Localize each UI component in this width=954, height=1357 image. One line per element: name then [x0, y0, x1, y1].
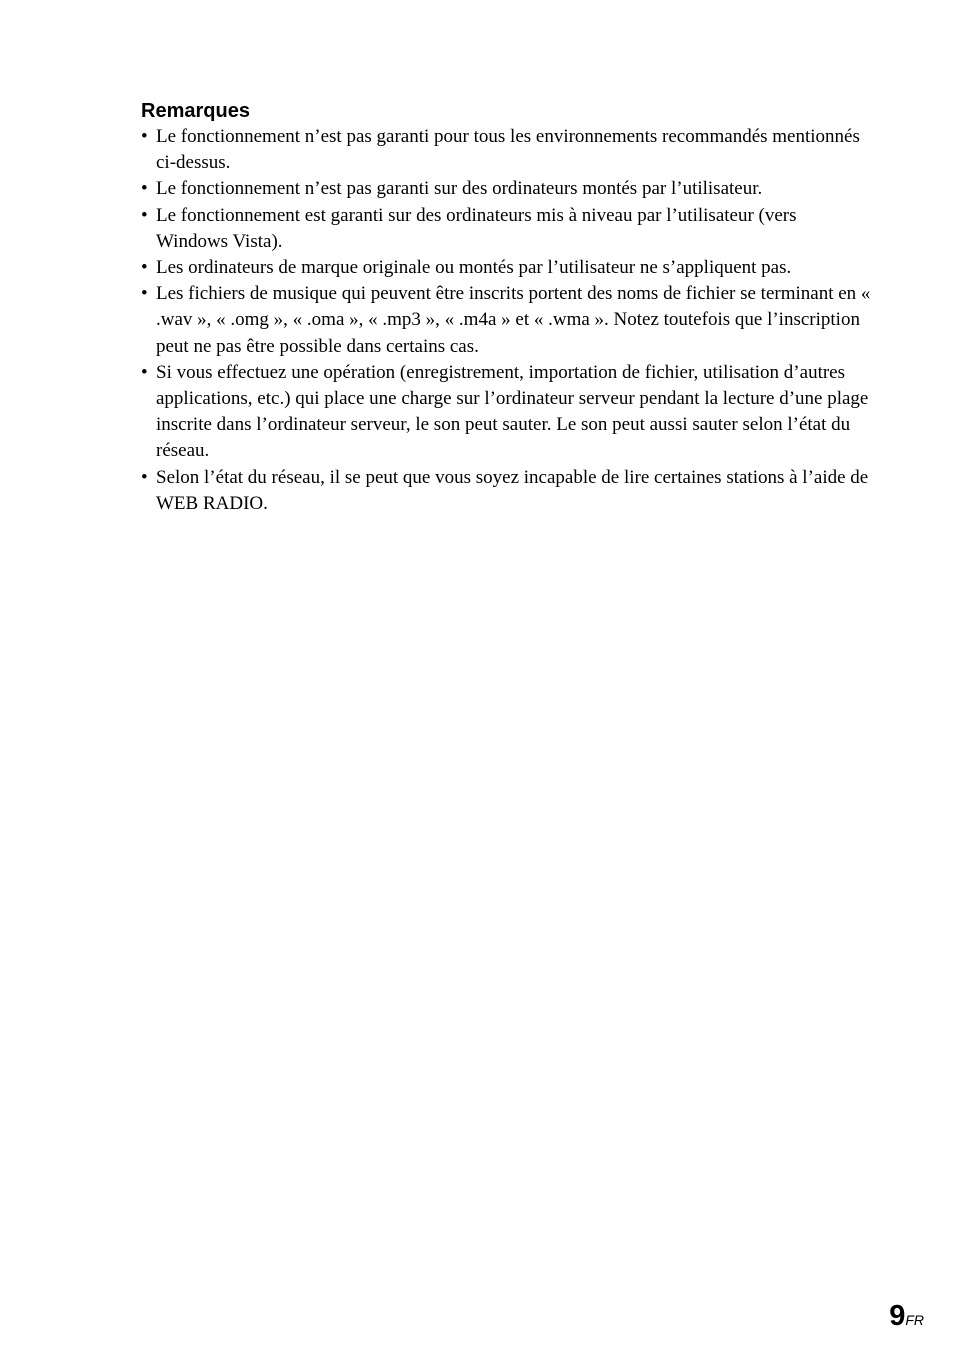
- list-item-text: Les ordinateurs de marque originale ou montés par l’utilisateur ne s’appliquent pas.: [156, 257, 792, 279]
- list-item-text: Les fichiers de musique qui peuvent être inscrits portent des noms de fichier se terminant en « .wav », « .omg », « .oma », « .mp3 », « .m4a » et « .wma ». Notez toutefois que l’inscription peut ne pas être possible dans certains cas.: [156, 283, 871, 357]
- list-item: [141, 255, 871, 281]
- list-item: [141, 176, 871, 202]
- list-item: [141, 360, 871, 465]
- bullet-marker: •: [141, 466, 148, 488]
- list-item: [141, 465, 871, 517]
- notes-heading: Remarques: [141, 100, 250, 122]
- list-item-text: Selon l’état du réseau, il se peut que vous soyez incapable de lire certaines stations à l’aide de WEB RADIO.: [156, 466, 869, 514]
- bullet-marker: •: [141, 126, 148, 147]
- bullet-marker: •: [141, 257, 148, 279]
- list-item: [141, 203, 871, 255]
- bullet-marker: •: [141, 178, 148, 200]
- notes-list: [141, 124, 871, 517]
- list-item-text: Le fonctionnement n’est pas garanti sur des ordinateurs montés par l’utilisateur.: [156, 178, 763, 200]
- bullet-marker: •: [141, 283, 148, 305]
- list-item-text: Le fonctionnement n’est pas garanti pour tous les environnements recommandés mentionnés ci-dessus.: [156, 126, 860, 174]
- list-item-text: Le fonctionnement est garanti sur des ordinateurs mis à niveau par l’utilisateur (vers Windows Vista).: [156, 204, 797, 252]
- list-item-text: Si vous effectuez une opération (enregistrement, importation de fichier, utilisation d’autres applications, etc.) qui place une charge sur l’ordinateur serveur pendant la lecture d’une plage inscrite dans l’ordinateur serveur, le son peut sauter. Le son peut aussi sauter selon l’état du réseau.: [156, 361, 869, 462]
- bullet-marker: •: [141, 204, 148, 226]
- notes-section: [141, 98, 871, 517]
- page-number-value: 9: [889, 1300, 906, 1332]
- list-item: [141, 124, 871, 176]
- page-number: [889, 1300, 924, 1333]
- list-item: [141, 281, 871, 360]
- bullet-marker: •: [141, 361, 148, 383]
- page-language-code: FR: [905, 1312, 924, 1328]
